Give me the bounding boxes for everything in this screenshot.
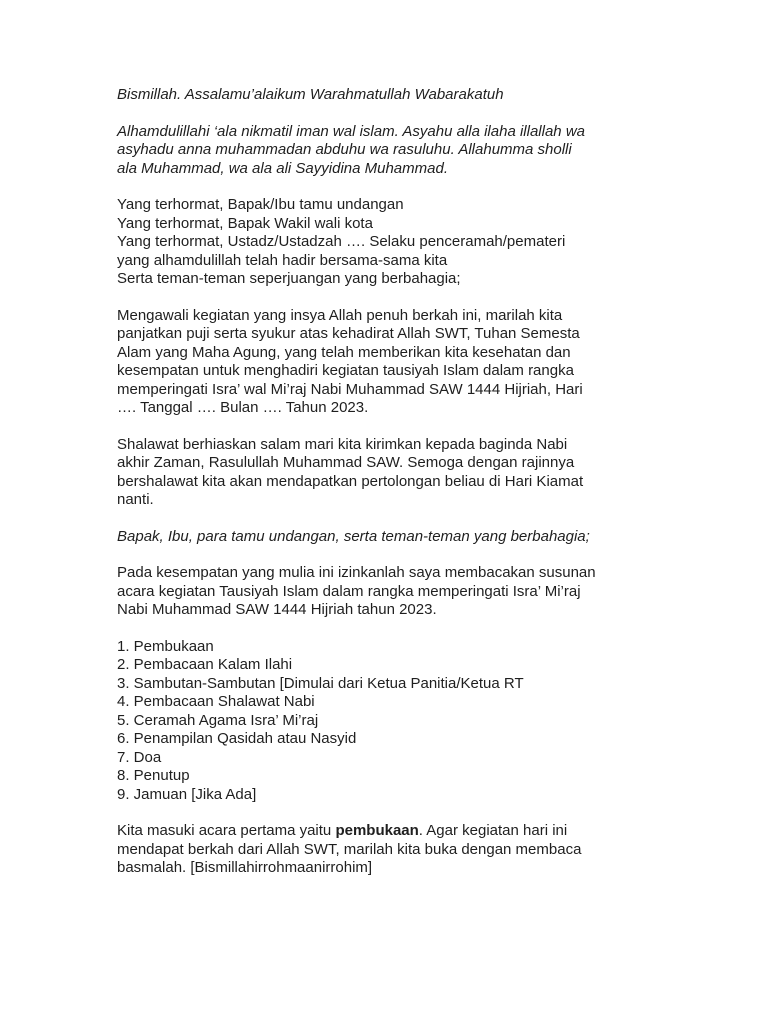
agenda-item: 5. Ceramah Agama Isra’ Mi’raj: [117, 711, 319, 729]
shalawat-line: bershalawat kita akan mendapatkan pertolongan beliau di Hari Kiamat: [117, 472, 584, 490]
agenda-item: 8. Penutup: [117, 767, 190, 784]
agenda-item: 7. Doa: [117, 748, 162, 766]
agenda-item: 1. Pembukaan: [117, 637, 214, 655]
salutation-line: Serta teman-teman seperjuangan yang berbahagia;: [117, 270, 461, 287]
intro-line: memperingati Isra’ wal Mi’raj Nabi Muhammad SAW 1444 Hijriah, Hari: [117, 380, 583, 398]
document-body: [117, 86, 657, 896]
closing-line: basmalah. [Bismillahirrohmaanirrohim]: [117, 859, 373, 876]
closing-emphasis: pembukaan: [335, 822, 419, 839]
salutations-paragraph: [117, 196, 657, 289]
salutation-line: Yang terhormat, Ustadz/Ustadzah …. Selaku penceramah/pemateri: [117, 233, 566, 250]
intro-line: panjatkan puji serta syukur atas kehadirat Allah SWT, Tuhan Semesta: [117, 325, 580, 342]
agenda-item: 6. Penampilan Qasidah atau Nasyid: [117, 730, 357, 747]
shalawat-paragraph: [117, 436, 657, 510]
shalawat-line: nanti.: [117, 491, 154, 508]
intro-line: kesempatan untuk menghadiri kegiatan tausiyah Islam dalam rangka: [117, 362, 574, 379]
opening-line: ala Muhammad, wa ala ali Sayyidina Muhammad.: [117, 159, 448, 177]
intro-line: Mengawali kegiatan yang insya Allah penuh berkah ini, marilah kita: [117, 306, 563, 324]
salutation-line: Yang terhormat, Bapak Wakil wali kota: [117, 214, 373, 232]
intro-line: Alam yang Maha Agung, yang telah memberikan kita kesehatan dan: [117, 343, 571, 361]
closing-paragraph: [117, 822, 657, 878]
agenda-item: 9. Jamuan [Jika Ada]: [117, 785, 257, 803]
shalawat-line: akhir Zaman, Rasulullah Muhammad SAW. Semoga dengan rajinnya: [117, 454, 575, 471]
opening-paragraph: [117, 123, 657, 179]
address-paragraph: [117, 528, 657, 547]
greeting-line: Bismillah. Assalamu’alaikum Warahmatullah Wabarakatuh: [117, 86, 504, 103]
address-line: Bapak, Ibu, para tamu undangan, serta teman-teman yang berbahagia;: [117, 527, 590, 545]
closing-lead: Kita masuki acara pertama yaitu: [117, 822, 336, 839]
agenda-item: 3. Sambutan-Sambutan [Dimulai dari Ketua Panitia/Ketua RT: [117, 674, 524, 692]
closing-rest: . Agar kegiatan hari ini: [418, 822, 568, 839]
salutation-line: yang alhamdulillah telah hadir bersama-sama kita: [117, 251, 448, 269]
closing-first-line: [117, 822, 657, 841]
agenda-intro-line: acara kegiatan Tausiyah Islam dalam rangka memperingati Isra’ Mi’raj: [117, 582, 581, 600]
agenda-intro-line: Pada kesempatan yang mulia ini izinkanlah saya membacakan susunan: [117, 564, 596, 581]
intro-line: …. Tanggal …. Bulan …. Tahun 2023.: [117, 399, 369, 416]
greeting-paragraph: [117, 86, 657, 105]
agenda-item: 4. Pembacaan Shalawat Nabi: [117, 693, 315, 710]
agenda-intro-paragraph: [117, 564, 657, 620]
opening-line: Alhamdulillahi ‘ala nikmatil iman wal islam. Asyahu alla ilaha illallah wa: [117, 122, 585, 140]
intro-paragraph: [117, 307, 657, 418]
closing-line: mendapat berkah dari Allah SWT, marilah kita buka dengan membaca: [117, 840, 582, 858]
agenda-list: [117, 638, 657, 805]
agenda-item: 2. Pembacaan Kalam Ilahi: [117, 656, 293, 673]
shalawat-line: Shalawat berhiaskan salam mari kita kirimkan kepada baginda Nabi: [117, 435, 568, 453]
opening-line: asyhadu anna muhammadan abduhu wa rasuluhu. Allahumma sholli: [117, 141, 572, 158]
agenda-intro-line: Nabi Muhammad SAW 1444 Hijriah tahun 2023.: [117, 601, 437, 618]
salutation-line: Yang terhormat, Bapak/Ibu tamu undangan: [117, 196, 404, 213]
